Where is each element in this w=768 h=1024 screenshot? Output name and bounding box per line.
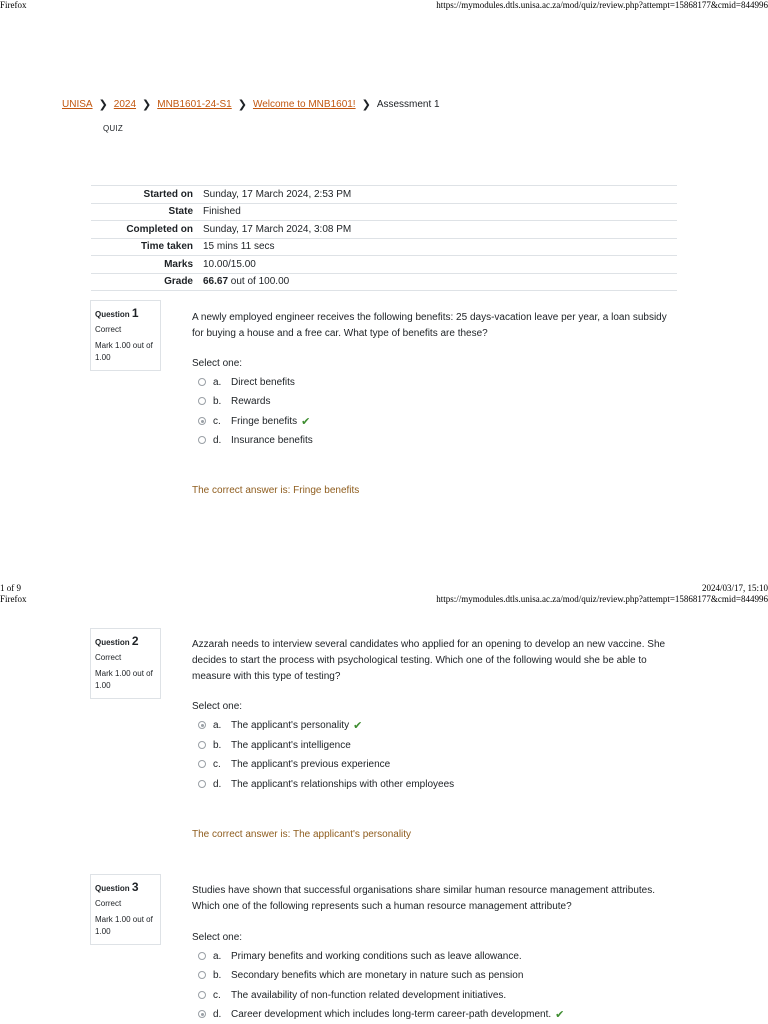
answer-option[interactable]: [198, 757, 390, 771]
question-info-box: [90, 874, 161, 945]
breadcrumb-chevron-icon: ❯: [142, 99, 152, 111]
summary-row: [91, 256, 677, 274]
option-text: The applicant's intelligence: [231, 739, 351, 751]
answer-option[interactable]: [198, 949, 522, 963]
answer-option[interactable]: [198, 1007, 564, 1021]
option-text: The availability of non-function related development initiatives.: [231, 989, 507, 1001]
radio-button[interactable]: [198, 397, 206, 405]
answer-option[interactable]: [198, 968, 523, 982]
option-letter: a.: [213, 719, 222, 731]
grade-value: 66.67: [203, 276, 229, 288]
radio-button[interactable]: [198, 378, 206, 386]
select-one-label: Select one:: [192, 932, 243, 943]
print-footer-page: 1 of 9: [0, 583, 21, 593]
radio-button[interactable]: [198, 952, 206, 960]
summary-row: [91, 273, 677, 291]
option-text: Direct benefits: [231, 376, 295, 388]
radio-button[interactable]: [198, 721, 206, 729]
select-one-label: Select one:: [192, 358, 243, 369]
question-info-box: [90, 628, 161, 699]
answer-option[interactable]: [198, 988, 506, 1002]
summary-value: 15 mins 11 secs: [198, 238, 677, 256]
breadcrumb-link-welcome[interactable]: Welcome to MNB1601!: [252, 99, 356, 110]
breadcrumb-chevron-icon: ❯: [98, 99, 108, 111]
radio-button[interactable]: [198, 760, 206, 768]
option-text: Primary benefits and working conditions such as leave allowance.: [231, 950, 522, 962]
option-letter: a.: [213, 950, 222, 962]
question-number: Question 1: [95, 306, 139, 320]
summary-value: Sunday, 17 March 2024, 2:53 PM: [198, 186, 677, 204]
radio-button[interactable]: [198, 780, 206, 788]
option-text: Insurance benefits: [231, 434, 313, 446]
summary-label: Time taken: [91, 238, 198, 256]
breadcrumb: [62, 98, 440, 111]
summary-row: [91, 203, 677, 221]
check-icon: ✔: [555, 1008, 565, 1021]
option-letter: d.: [213, 434, 222, 446]
question-text: A newly employed engineer receives the following benefits: 25 days-vacation leave per year, a loan subsidy for buying a house and a free car. What type of benefits are these?: [192, 312, 667, 339]
summary-row: [91, 238, 677, 256]
summary-value: Finished: [198, 203, 677, 221]
question-state: Correct: [95, 653, 122, 662]
option-text: The applicant's personality: [231, 719, 350, 731]
summary-label: Completed on: [91, 221, 198, 239]
option-letter: b.: [213, 969, 222, 981]
breadcrumb-link-module[interactable]: MNB1601-24-S1: [157, 99, 232, 110]
check-icon: ✔: [301, 415, 311, 428]
option-text: Fringe benefits: [231, 415, 298, 427]
print-footer-datetime: 2024/03/17, 15:10: [701, 583, 768, 593]
option-text: Rewards: [231, 395, 271, 407]
summary-row: [91, 221, 677, 239]
summary-row: [91, 186, 677, 204]
correct-answer-feedback: The correct answer is: The applicant's personality: [192, 829, 412, 840]
question-state: Correct: [95, 325, 122, 334]
question-state: Correct: [95, 899, 122, 908]
page-subtitle: QUIZ: [103, 124, 123, 133]
option-letter: a.: [213, 376, 222, 388]
question-number: Question 3: [95, 880, 139, 894]
summary-label: Started on: [91, 186, 198, 204]
summary-value: 10.00/15.00: [198, 256, 677, 274]
print-header-browser: Firefox: [0, 0, 27, 10]
radio-button[interactable]: [198, 1010, 206, 1018]
summary-value: Sunday, 17 March 2024, 3:08 PM: [198, 221, 677, 239]
option-text: The applicant's previous experience: [231, 758, 391, 770]
radio-button[interactable]: [198, 991, 206, 999]
option-letter: b.: [213, 395, 222, 407]
option-text: The applicant's relationships with other employees: [231, 778, 455, 790]
breadcrumb-current: Assessment 1: [376, 99, 440, 110]
answer-option[interactable]: [198, 414, 310, 428]
breadcrumb-chevron-icon: ❯: [237, 99, 247, 111]
breadcrumb-link-unisa[interactable]: UNISA: [62, 99, 93, 110]
select-one-label: Select one:: [192, 701, 243, 712]
summary-value: [198, 273, 677, 291]
question-mark: Mark 1.00 out of 1.00: [95, 915, 153, 936]
radio-button[interactable]: [198, 436, 206, 444]
grade-suffix: out of 100.00: [228, 276, 290, 288]
check-icon: ✔: [353, 719, 363, 732]
answer-option[interactable]: [198, 718, 362, 732]
print-header-url: https://mymodules.dtls.unisa.ac.za/mod/quiz/review.php?attempt=15868177&cmid=844996: [436, 0, 768, 10]
option-letter: d.: [213, 1008, 222, 1020]
option-text: Secondary benefits which are monetary in nature such as pension: [231, 969, 524, 981]
print-header-browser: Firefox: [0, 594, 27, 604]
answer-option[interactable]: [198, 375, 295, 389]
answer-option[interactable]: [198, 738, 351, 752]
option-letter: c.: [213, 989, 221, 1001]
attempt-summary-table: [91, 185, 677, 291]
radio-button[interactable]: [198, 741, 206, 749]
answer-option[interactable]: [198, 394, 270, 408]
print-header-url: https://mymodules.dtls.unisa.ac.za/mod/quiz/review.php?attempt=15868177&cmid=844996: [436, 594, 768, 604]
answer-option[interactable]: [198, 777, 454, 791]
answer-option[interactable]: [198, 433, 313, 447]
question-number: Question 2: [95, 634, 139, 648]
question-info-box: [90, 300, 161, 371]
summary-label: State: [91, 203, 198, 221]
option-text: Career development which includes long-term career-path development.: [231, 1008, 552, 1020]
question-text: Azzarah needs to interview several candidates who applied for an opening to develop an new vaccine. She decides to start the process with psychological testing. Which one of the following would she be able to measure with this type of testing?: [192, 639, 666, 682]
option-letter: d.: [213, 778, 222, 790]
breadcrumb-chevron-icon: ❯: [361, 99, 371, 111]
breadcrumb-link-year[interactable]: 2024: [113, 99, 137, 110]
question-text: Studies have shown that successful organisations share similar human resource management attributes. Which one of the following represents such a human resource management attribute?: [192, 885, 656, 912]
option-letter: c.: [213, 415, 221, 427]
radio-button[interactable]: [198, 971, 206, 979]
summary-label: Marks: [91, 256, 198, 274]
option-letter: b.: [213, 739, 222, 751]
summary-label: Grade: [91, 273, 198, 291]
question-mark: Mark 1.00 out of 1.00: [95, 341, 153, 362]
question-mark: Mark 1.00 out of 1.00: [95, 669, 153, 690]
option-letter: c.: [213, 758, 221, 770]
correct-answer-feedback: The correct answer is: Fringe benefits: [192, 485, 360, 496]
radio-button[interactable]: [198, 417, 206, 425]
